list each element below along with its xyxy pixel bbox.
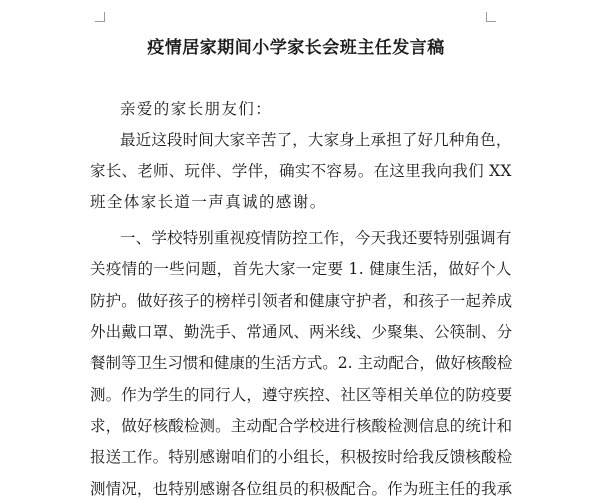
paragraph-line: 外出戴口罩、勤洗手、常通风、两米线、少聚集、公筷制、分	[90, 323, 513, 341]
paragraph-line: 家长、老师、玩伴、学伴，确实不容易。在这里我向我们 XX	[90, 162, 512, 180]
margin-corner-mark	[95, 12, 105, 22]
paragraph-line: 一、学校特别重视疫情防控工作，今天我还要特别强调有	[120, 229, 512, 247]
margin-corner-mark	[486, 12, 496, 22]
paragraph-line: 报送工作。特别感谢咱们的小组长，积极按时给我反馈核酸检	[90, 448, 513, 466]
paragraph-line: 测。作为学生的同行人，遵守疾控、社区等相关单位的防疫要	[90, 386, 513, 404]
paragraph-line: 班全体家长道一声真诚的感谢。	[90, 193, 327, 211]
document-title: 疫情居家期间小学家长会班主任发言稿	[147, 38, 445, 58]
salutation-line: 亲爱的家长朋友们：	[120, 100, 273, 118]
paragraph-line: 最近这段时间大家辛苦了，大家身上承担了好几种角色，	[120, 131, 512, 149]
paragraph-line: 关疫情的一些问题，首先大家一定要 1. 健康生活，做好个人	[90, 260, 512, 278]
paragraph-line: 防护。做好孩子的榜样引领者和健康守护者，和孩子一起养成	[90, 292, 513, 310]
paragraph-line: 测情况，也特别感谢各位组员的积极配合。作为班主任的我承	[90, 480, 513, 498]
paragraph-line: 求，做好核酸检测。主动配合学校进行核酸检测信息的统计和	[90, 417, 513, 435]
paragraph-line: 餐制等卫生习惯和健康的生活方式。2. 主动配合，做好核酸检	[90, 354, 513, 372]
